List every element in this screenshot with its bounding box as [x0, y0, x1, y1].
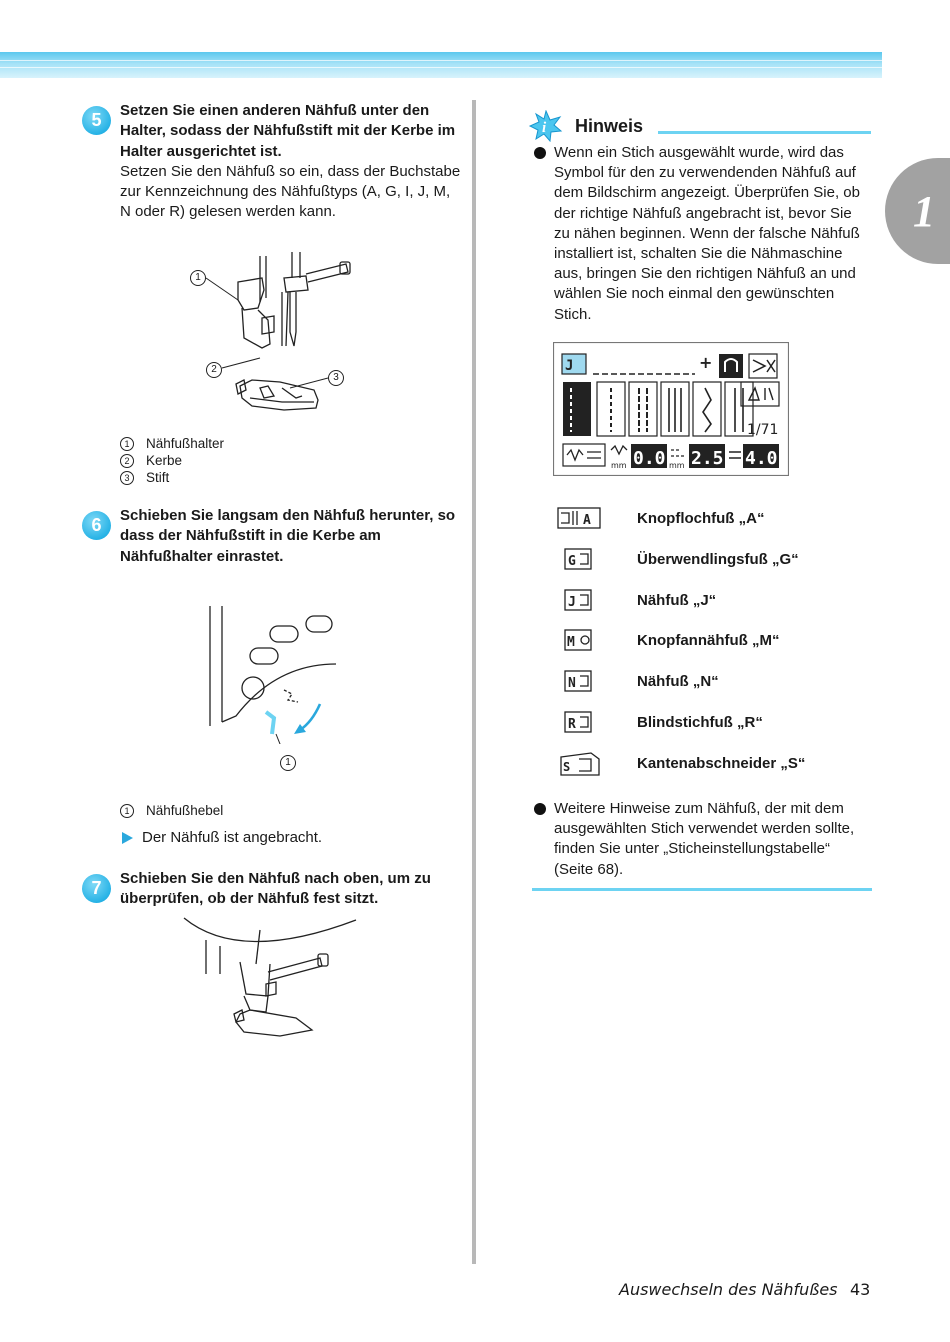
foot-a-icon [556, 504, 602, 532]
caption-row [120, 453, 224, 470]
step-5-captions [120, 436, 224, 486]
callout-1-lever: 1 [280, 755, 296, 771]
foot-s-icon [556, 749, 602, 777]
foot-row-a [556, 503, 765, 533]
foot-n-icon [556, 667, 602, 695]
header-stripe [0, 67, 882, 68]
lcd-length-value: 2.5 [691, 448, 724, 469]
lcd-screen [553, 342, 789, 476]
foot-j-icon [556, 586, 602, 614]
hinweis-note-2 [534, 799, 869, 880]
lcd-width-value: 0.0 [633, 448, 666, 469]
caption-text: Stift [146, 469, 170, 485]
foot-j-label: Nähfuß „J“ [637, 591, 717, 609]
svg-text:N: N [568, 676, 576, 691]
hinweis-note-1-text: Wenn ein Stich ausgewählt wurde, wird das Symbol für den zu verwendenden Nähfuß auf dem Bildschirm angezeigt. Überprüfen Sie, ob der richtige Nähfuß angebracht ist, bevor Sie zu nähen beginnen. Wenn der falsche Nähfuß installiert ist, schalten Sie die Nähmaschine aus, bringen Sie den richtigen Nähfuß an und wählen Sie noch einmal den gewünschten Stich. [554, 144, 860, 323]
lcd-foot-letter: J [565, 358, 574, 374]
foot-r-icon [556, 708, 602, 736]
foot-r-label: Blindstichfuß „R“ [637, 713, 763, 731]
foot-s-label: Kantenabschneider „S“ [637, 754, 806, 772]
foot-row-n [556, 666, 719, 696]
header-stripe [0, 60, 882, 61]
page-number: 43 [850, 1280, 871, 1299]
bullet-icon [534, 803, 546, 815]
foot-g-label: Überwendlingsfuß „G“ [637, 550, 799, 568]
lcd-tension-value: 4.0 [745, 448, 778, 469]
step-6-text [120, 506, 465, 567]
foot-a-label: Knopflochfuß „A“ [637, 509, 765, 527]
hinweis-note-2-text: Weitere Hinweise zum Nähfuß, der mit dem ausgewählten Stich verwendet werden sollte, finden Sie unter „Sticheinstellungstabelle“ (Seite 68). [554, 800, 855, 878]
svg-text:A: A [583, 513, 591, 528]
foot-row-g [556, 544, 799, 574]
svg-text:+: + [699, 353, 713, 372]
svg-text:G: G [568, 554, 576, 569]
caption-number: 1 [120, 437, 134, 451]
callout-3: 3 [328, 370, 344, 386]
step-7-bold: Schieben Sie den Nähfuß nach oben, um zu überprüfen, ob der Nähfuß fest sitzt. [120, 870, 431, 908]
callout-leaders [190, 270, 350, 390]
caption-row [120, 470, 224, 487]
note-icon [528, 110, 566, 142]
caption-text: Nähfußhebel [146, 803, 224, 818]
foot-m-icon [556, 626, 602, 654]
result-arrow-icon [122, 832, 133, 844]
column-divider [472, 100, 476, 1264]
lcd-screen-graphic [553, 342, 789, 476]
foot-n-label: Nähfuß „N“ [637, 672, 719, 690]
foot-g-icon [556, 545, 602, 573]
step-5-normal: Setzen Sie den Nähfuß so ein, dass der Buchstabe zur Kennzeichnung des Nähfußtyps (A, G, I, J, M, N oder R) gelesen werden kann. [120, 162, 461, 221]
step-5-number: 5 [82, 106, 111, 135]
caption-text: Nähfußhalter [146, 436, 225, 451]
step-6-number: 6 [82, 511, 111, 540]
callout-1: 1 [190, 270, 206, 286]
lcd-page: 1/71 [747, 422, 779, 438]
caption-row [120, 803, 223, 820]
step-5-bold: Setzen Sie einen anderen Nähfuß unter den Halter, sodass der Nähfußstift mit der Kerbe im Halter ausgerichtet ist. [120, 102, 456, 160]
svg-text:R: R [568, 717, 576, 732]
step-7-number: 7 [82, 874, 111, 903]
foot-check-illustration [180, 914, 360, 1044]
svg-text:i: i [542, 120, 547, 136]
foot-row-s [556, 748, 806, 778]
bullet-icon [534, 147, 546, 159]
step-6-bold: Schieben Sie langsam den Nähfuß herunter, so dass der Nähfußstift in die Kerbe am Nähfußhalter einrastet. [120, 507, 456, 565]
caption-row [120, 436, 224, 453]
svg-text:M: M [567, 635, 575, 650]
callout-2: 2 [206, 362, 222, 378]
step-7-text [120, 869, 465, 910]
hinweis-header [528, 110, 874, 142]
lcd-unit: mm [611, 461, 627, 470]
step-5-text [120, 101, 465, 223]
chapter-number: 1 [913, 187, 935, 236]
foot-row-j [556, 585, 717, 615]
caption-number: 1 [120, 804, 134, 818]
lcd-unit: mm [669, 461, 685, 470]
hinweis-end-line [532, 888, 872, 891]
foot-m-label: Knopfannähfuß „M“ [637, 631, 780, 649]
footer-title: Auswechseln des Nähfußes [619, 1280, 838, 1299]
hinweis-title: Hinweis [575, 116, 644, 136]
hinweis-note-1 [534, 143, 869, 325]
presser-foot-lever-illustration [196, 604, 342, 744]
header-bar [0, 52, 882, 78]
caption-number: 3 [120, 471, 134, 485]
chapter-tab [885, 158, 950, 264]
step-6-result [122, 829, 322, 846]
foot-row-r [556, 707, 763, 737]
svg-text:J: J [568, 595, 576, 610]
caption-text: Kerbe [146, 452, 183, 468]
step-6-caption [120, 803, 223, 820]
caption-number: 2 [120, 454, 134, 468]
hinweis-underline [658, 131, 871, 134]
result-text: Der Nähfuß ist angebracht. [142, 829, 323, 846]
foot-row-m [556, 625, 780, 655]
svg-text:S: S [563, 760, 571, 774]
